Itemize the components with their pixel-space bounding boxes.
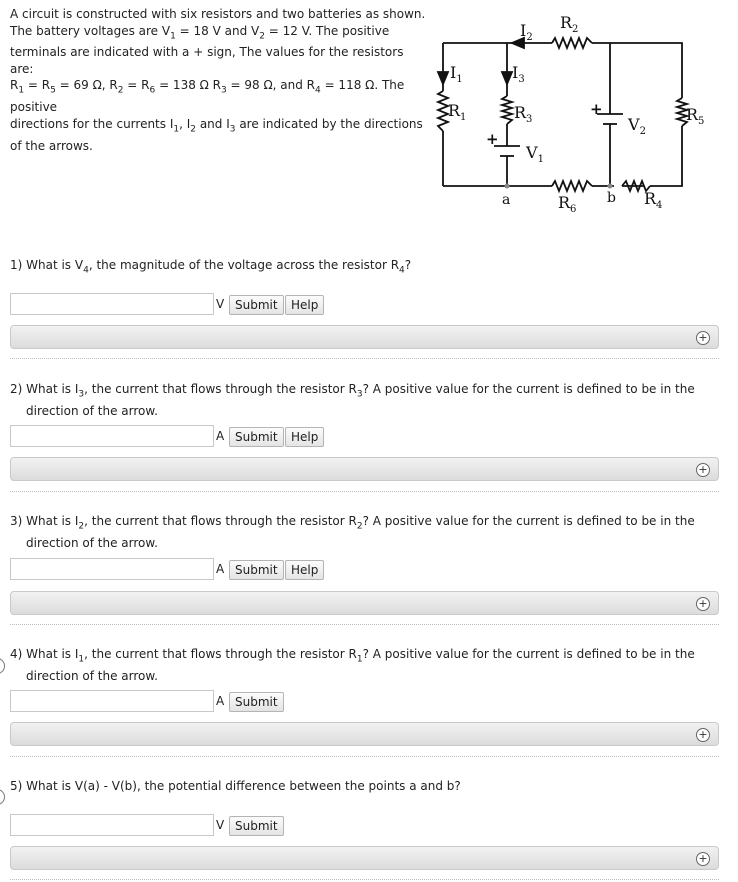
intro-line-6: of the arrows. [10, 138, 93, 153]
intro-line-4: $R_1 = R_5 = 69$ Ω, $R_2 = R_6 = 138$ Ω $R_3 = 98$ Ω, and $R_4 = 118$ Ω. The positive [10, 78, 405, 115]
intro-line-5: directions for the currents $I_1$, $I_2$ and $I_3$ are indicated by the directions [10, 116, 423, 135]
expand-1-icon[interactable]: + [696, 331, 710, 345]
submit-1-button[interactable]: Submit [229, 295, 284, 315]
label-i1: $I_1$ [450, 63, 463, 85]
label-r4: $R_4$ [644, 189, 663, 211]
label-r5: $R_5$ [686, 105, 705, 127]
expand-bar-4[interactable] [10, 722, 719, 746]
arrow-i1-icon [438, 72, 448, 84]
answer-4-unit: A [216, 694, 225, 708]
label-r1: $R_1$ [448, 101, 467, 123]
resistor-r3 [502, 96, 512, 124]
expand-bar-5[interactable] [10, 846, 719, 870]
circuit-diagram [434, 6, 705, 220]
submit-3-button[interactable]: Submit [229, 560, 284, 580]
help-2-button[interactable]: Help [285, 427, 324, 447]
label-v1: $V_1$ [526, 143, 544, 165]
node-a-dot [505, 184, 510, 189]
submit-2-button[interactable]: Submit [229, 427, 284, 447]
intro-line-1: A circuit is constructed with six resistors and two batteries as shown. [10, 7, 426, 21]
question-4: 4) What is $I_1$, the current that flows through the resistor $R_1$? A positive value for the current is defined to be in the direction of the arrow. [10, 647, 695, 684]
label-node-b: b [607, 190, 616, 206]
label-r3: $R_3$ [514, 103, 533, 125]
label-r6: $R_6$ [558, 193, 577, 215]
answer-1-input[interactable] [10, 293, 214, 315]
answer-3-unit: A [216, 562, 225, 576]
question-1: 1) What is $V_4$, the magnitude of the voltage across the resistor $R_4$? [10, 258, 412, 276]
question-2: 2) What is $I_3$, the current that flows through the resistor $R_3$? A positive value for the current is defined to be in the direction of the arrow. [10, 382, 695, 419]
label-v1-plus: + [486, 130, 499, 148]
resistor-r6 [552, 181, 592, 191]
node-b-dot [608, 184, 613, 189]
separator-4 [10, 756, 719, 757]
answer-2-input[interactable] [10, 425, 214, 447]
separator-3 [10, 624, 719, 625]
answer-5-unit: V [216, 818, 225, 832]
label-i2: $I_2$ [520, 21, 533, 43]
question-5: 5) What is V(a) - V(b), the potential difference between the points a and b? [10, 779, 461, 793]
answer-1-unit: V [216, 297, 225, 311]
separator-2 [10, 491, 719, 492]
wire-top [443, 43, 682, 98]
separator-1 [10, 358, 719, 359]
intro-line-2: The battery voltages are $V_1 = 18$ V and $V_2 = 12$ V. The positive [10, 23, 390, 41]
side-tab-5 [0, 789, 5, 805]
help-1-button[interactable]: Help [285, 295, 324, 315]
label-i3: $I_3$ [512, 63, 525, 85]
expand-bar-1[interactable] [10, 325, 719, 349]
label-v2: $V_2$ [628, 115, 646, 137]
expand-4-icon[interactable]: + [696, 728, 710, 742]
label-r2: $R_2$ [560, 13, 579, 35]
intro-line-3: terminals are indicated with a + sign, The values for the resistors are: [10, 45, 404, 76]
answer-2-unit: A [216, 429, 225, 443]
answer-4-input[interactable] [10, 690, 214, 712]
answer-3-input[interactable] [10, 558, 214, 580]
wire-right [650, 126, 682, 186]
expand-bar-2[interactable] [10, 457, 719, 481]
resistor-r1 [438, 91, 448, 131]
question-3: 3) What is $I_2$, the current that flows through the resistor $R_2$? A positive value for the current is defined to be in the direction of the arrow. [10, 514, 695, 551]
side-tab-4 [0, 658, 5, 674]
submit-5-button[interactable]: Submit [229, 816, 284, 836]
expand-5-icon[interactable]: + [696, 852, 710, 866]
problem-statement [10, 6, 430, 154]
label-node-a: a [502, 192, 511, 208]
arrow-i3-icon [502, 72, 512, 84]
separator-5 [10, 879, 719, 880]
submit-4-button[interactable]: Submit [229, 692, 284, 712]
resistor-r2 [552, 38, 592, 48]
expand-3-icon[interactable]: + [696, 597, 710, 611]
label-v2-plus: + [590, 100, 603, 118]
answer-5-input[interactable] [10, 814, 214, 836]
expand-2-icon[interactable]: + [696, 463, 710, 477]
expand-bar-3[interactable] [10, 591, 719, 615]
help-3-button[interactable]: Help [285, 560, 324, 580]
